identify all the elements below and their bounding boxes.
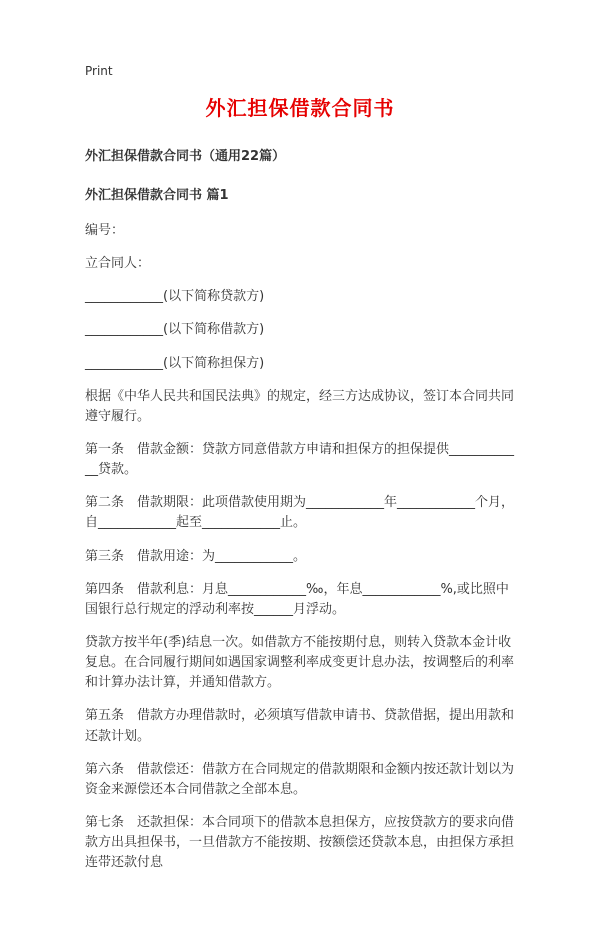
document-title: 外汇担保借款合同书 — [205, 96, 395, 120]
section-heading: 外汇担保借款合同书 篇1 — [85, 188, 229, 203]
print-button[interactable]: Print — [85, 64, 113, 78]
paragraph: 第二条 借款期限：此项借款使用期为____________年____________个月，自____________起至____________止。 — [85, 495, 515, 531]
paragraph: 第一条 借款金额：贷款方同意借款方申请和担保方的担保提供____________贷款。 — [85, 441, 515, 478]
document-subtitle: 外汇担保借款合同书（通用22篇） — [85, 149, 286, 164]
paragraph: ____________(以下简称借款方) — [85, 322, 265, 338]
paragraph: ____________(以下简称贷款方) — [85, 289, 265, 305]
paragraph: 第七条 还款担保：本合同项下的借款本息担保方，应按贷款方的要求向借款方出具担保书，一旦借款方不能按期、按额偿还贷款本息，由担保方承担连带还款付息 — [85, 814, 515, 871]
paragraph: 第五条 借款方办理借款时，必须填写借款申请书、贷款借据，提出用款和还款计划。 — [85, 708, 515, 744]
paragraph: 贷款方按半年(季)结息一次。如借款方不能按期付息，则转入贷款本金计收复息。在合同履行期间如遇国家调整利率成变更计息办法，按调整后的利率和计算办法计算，并通知借款方。 — [85, 634, 515, 691]
paragraph: 根据《中华人民共和国民法典》的规定，经三方达成协议，签订本合同共同遵守履行。 — [85, 388, 515, 424]
paragraph: 第三条 借款用途：为____________。 — [85, 548, 307, 564]
paragraph: 编号： — [85, 223, 125, 238]
paragraph: ____________(以下简称担保方) — [85, 355, 265, 371]
paragraph: 第四条 借款利息：月息____________‰，年息____________%,或比照中国银行总行规定的浮动利率按______月浮动。 — [85, 581, 509, 617]
paragraph: 第六条 借款偿还：借款方在合同规定的借款期限和金额内按还款计划以为资金来源偿还本合同借款之全部本息。 — [85, 761, 515, 797]
paragraph: 立合同人： — [85, 256, 151, 272]
